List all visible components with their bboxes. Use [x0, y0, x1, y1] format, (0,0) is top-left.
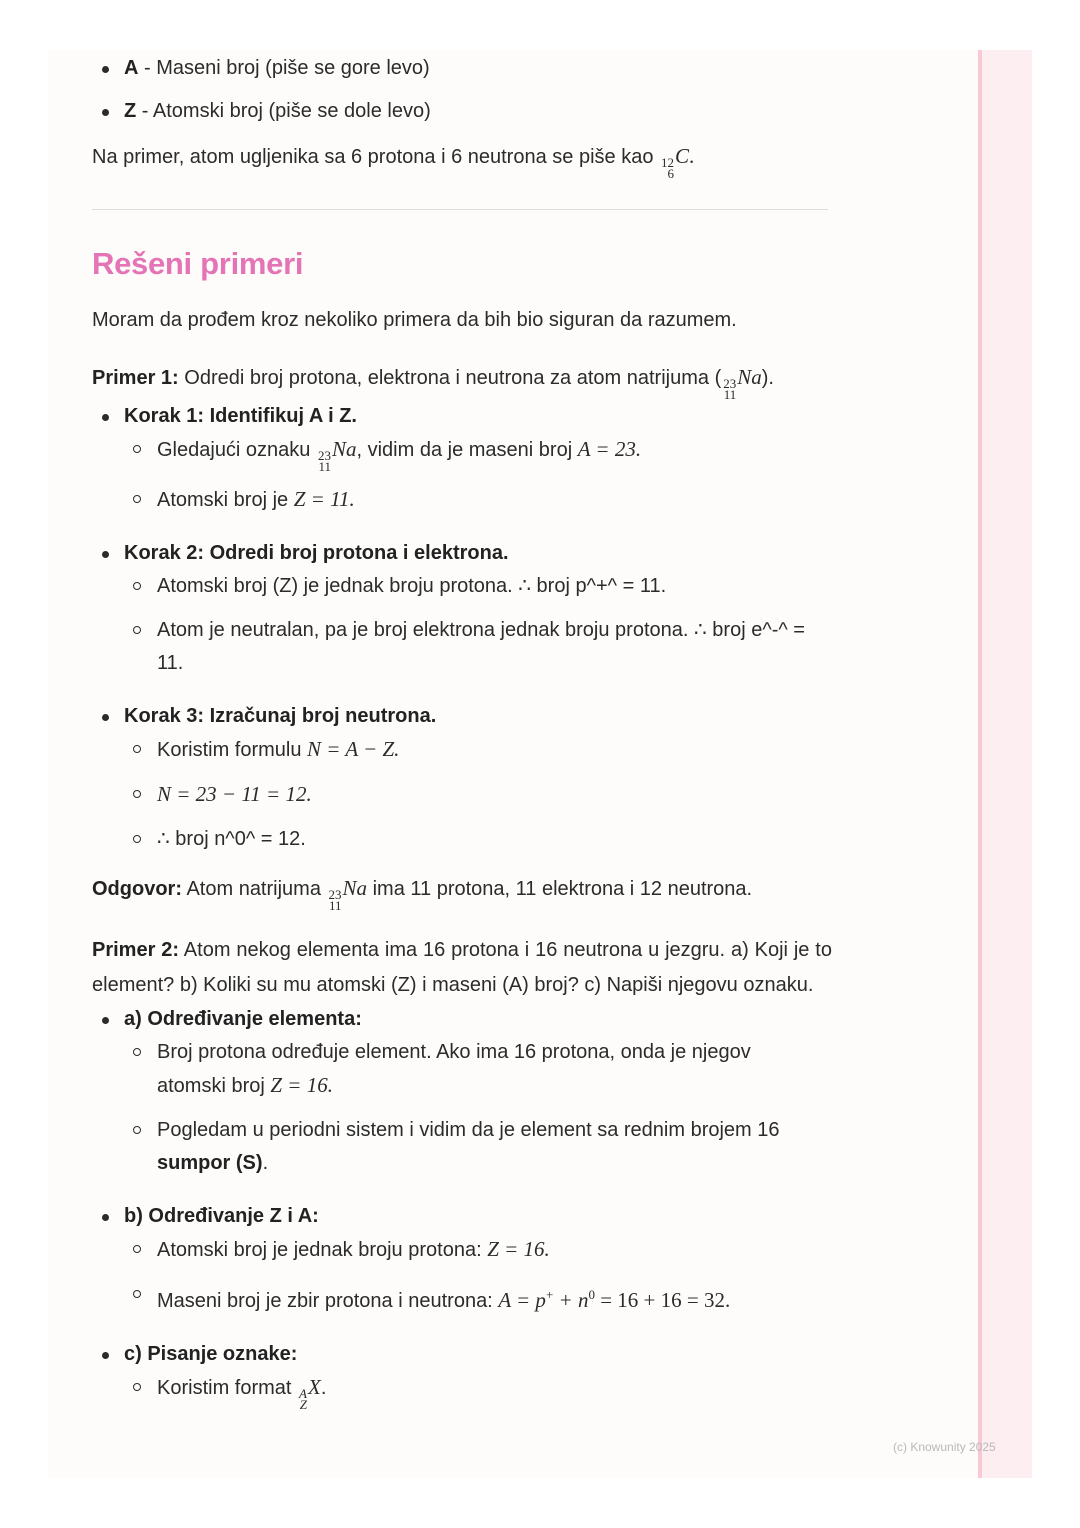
section-title: Rešeni primeri — [92, 246, 304, 281]
step-3: Korak 3: Izračunaj broj neutrona. Koristim formulu N = A − Z. N = 23 − 11 = 12. ∴ broj n^0^ = 12. — [92, 700, 832, 856]
step-2: Korak 2: Odredi broj protona i elektrona. Atomski broj (Z) je jednak broju protona. ∴ broj p^+^ = 11. Atom je neutralan, pa je broj elektrona jednak broju protona. ∴ broj e^-^ = 11. — [92, 537, 832, 680]
part-a: a) Određivanje elementa: Broj protona određuje element. Ako ima 16 protona, onda je njegov atomski broj Z = 16. Pogledam u periodni sistem i vidim da je element sa rednim brojem 16 sumpor (S). — [92, 1003, 832, 1180]
list-item: Broj protona određuje element. Ako ima 16 protona, onda je njegov atomski broj Z = 16. — [124, 1036, 832, 1103]
primer2-steps — [92, 1003, 832, 1410]
list-item: Atomski broj (Z) je jednak broju protona. ∴ broj p^+^ = 11. — [124, 570, 832, 603]
part-b: b) Određivanje Z i A: Atomski broj je jednak broju protona: Z = 16. Maseni broj je zbir protona i neutrona: $A = p^+ + n^0 = 16 + 16 = 32$. — [92, 1200, 832, 1318]
list-item: Pogledam u periodni sistem i vidim da je element sa rednim brojem 16 sumpor (S). — [124, 1114, 832, 1180]
part-c: c) Pisanje oznake: Koristim format A Z X. — [92, 1338, 832, 1410]
list-item: A - Maseni broj (piše se gore levo) — [92, 52, 832, 85]
list-item: Koristim format A Z X. — [124, 1371, 832, 1410]
primer1-answer: Odgovor: Atom natrijuma 23 11 Na ima 11 protona, 11 elektrona i 12 neutrona. — [92, 876, 753, 913]
margin-strip — [978, 50, 1032, 1478]
list-item: Gledajući oznaku 23 11 Na, vidim da je maseni broj A = 23. — [124, 433, 832, 472]
intro-text: Moram da prođem kroz nekoliko primera da bih bio siguran da razumem. — [92, 309, 737, 331]
carbon-example: Na primer, atom ugljenika sa 6 protona i 6 neutrona se piše kao 12 6 C. — [92, 144, 695, 181]
list-item: Atomski broj je Z = 11. — [124, 483, 832, 517]
notation-list — [92, 52, 832, 128]
nuclide-notation: 23 11 — [317, 448, 331, 474]
step-1: Korak 1: Identifikuj A i Z. Gledajući oznaku 23 11 Na, vidim da je maseni broj A = 23. Atomski broj je Z = 11. — [92, 400, 832, 517]
primer2-statement: Primer 2: Atom nekog elementa ima 16 protona i 16 neutrona u jezgru. a) Koji je to element? b) Koliki su mu atomski (Z) i maseni (A) broj? c) Napiši njegovu oznaku. — [92, 939, 832, 996]
list-item: Atom je neutralan, pa je broj elektrona jednak broju protona. ∴ broj e^-^ = 11. — [124, 614, 832, 680]
primer1-steps — [92, 400, 832, 856]
nuclide-notation: 12 6 — [661, 155, 674, 181]
list-item: ∴ broj n^0^ = 12. — [124, 823, 832, 856]
copyright-footer: (c) Knowunity 2025 — [893, 1440, 996, 1454]
nuclide-notation: A Z — [299, 1386, 307, 1412]
list-item: Koristim formulu N = A − Z. — [124, 733, 832, 767]
list-item: Z - Atomski broj (piše se dole levo) — [92, 95, 832, 128]
list-item: N = 23 − 11 = 12. — [124, 778, 832, 812]
list-item: Maseni broj je zbir protona i neutrona: $A = p^+ + n^0 = 16 + 16 = 32$. — [124, 1278, 832, 1318]
list-item: Atomski broj je jednak broju protona: Z = 16. — [124, 1233, 832, 1267]
primer1-statement: Primer 1: Odredi broj protona, elektrona i neutrona za atom natrijuma ( 23 11 Na). — [92, 365, 774, 402]
nuclide-notation: 23 11 — [328, 887, 342, 913]
nuclide-notation: 23 11 — [723, 376, 737, 402]
document-content — [92, 52, 832, 1430]
divider — [92, 209, 828, 210]
